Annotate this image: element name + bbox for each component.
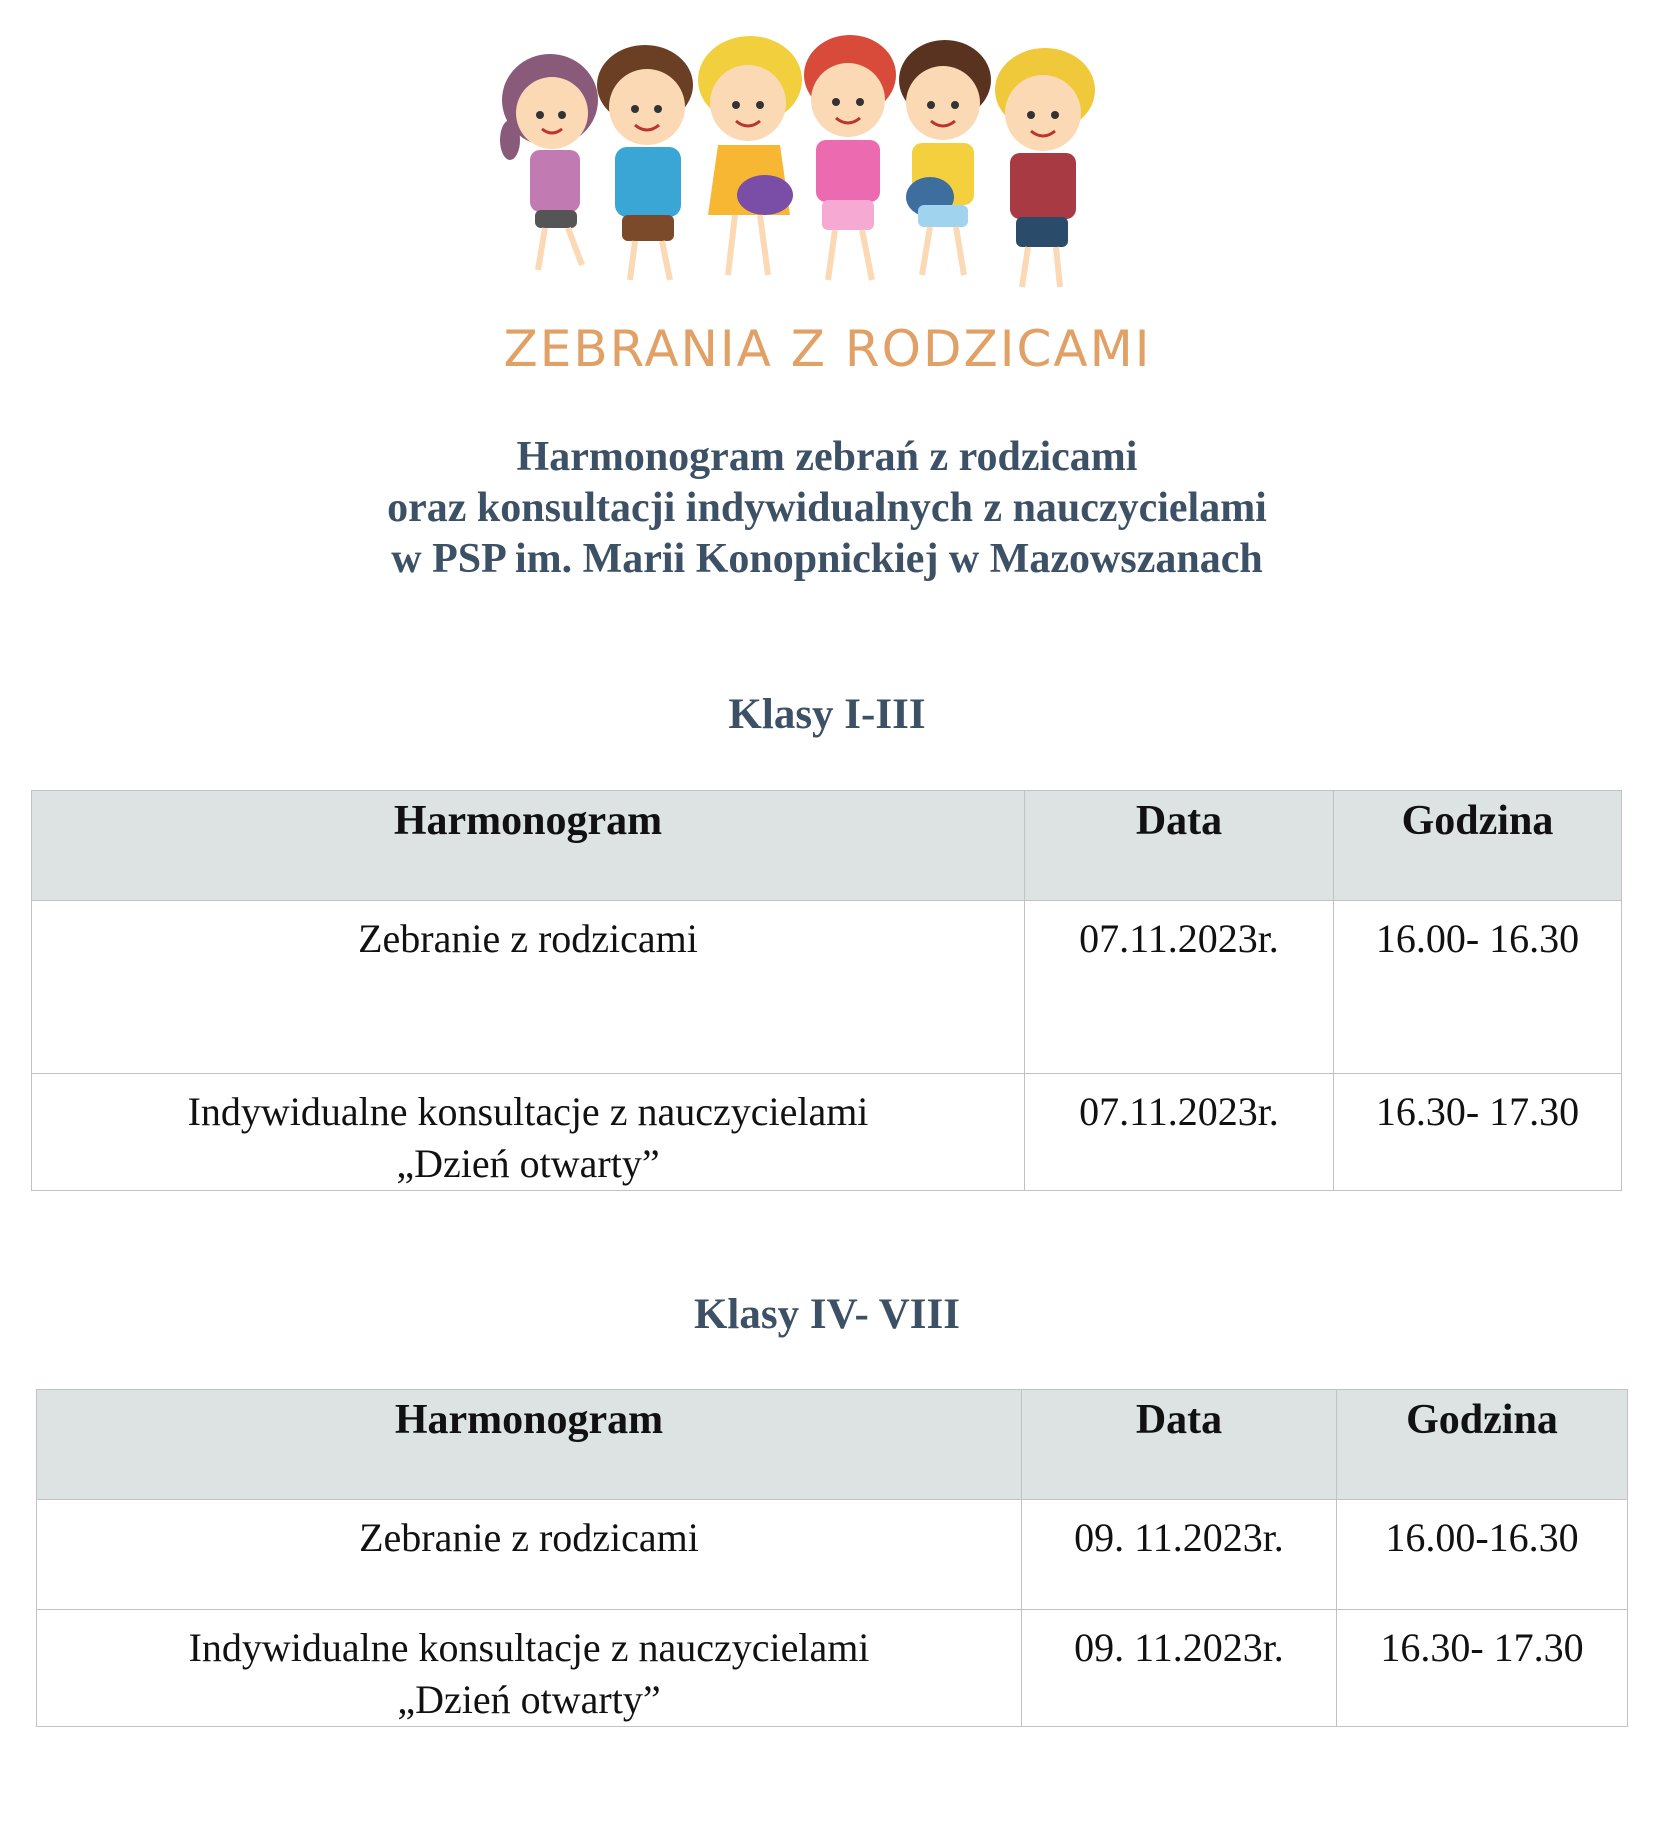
child-figure-2	[597, 45, 693, 280]
cell-harmonogram	[37, 1610, 1022, 1727]
cell-date: 09. 11.2023r.	[1022, 1500, 1337, 1610]
column-header-godzina: Godzina	[1337, 1390, 1628, 1500]
section-heading-klasy-4-8: Klasy IV- VIII	[693, 1291, 961, 1338]
row-name-line-1: Zebranie z rodzicami	[359, 1515, 699, 1560]
table-row	[37, 1500, 1628, 1610]
column-header-harmonogram: Harmonogram	[32, 791, 1025, 901]
cell-time: 16.30- 17.30	[1337, 1610, 1628, 1727]
cell-date: 07.11.2023r.	[1025, 901, 1334, 1074]
title-line-3: w PSP im. Marii Konopnickiej w Mazowszanach	[391, 536, 1263, 582]
child-figure-5	[899, 40, 991, 275]
column-header-data: Data	[1022, 1390, 1337, 1500]
cell-time: 16.00-16.30	[1337, 1500, 1628, 1610]
schedule-table-klasy-1-3	[31, 790, 1622, 1191]
cell-date: 07.11.2023r.	[1025, 1074, 1334, 1191]
child-figure-3	[698, 36, 802, 275]
table-header-row	[37, 1390, 1628, 1500]
cell-harmonogram	[32, 901, 1025, 1074]
cell-time: 16.30- 17.30	[1334, 1074, 1622, 1191]
child-figure-6	[995, 48, 1095, 287]
column-header-data: Data	[1025, 791, 1334, 901]
schedule-table-klasy-4-8	[36, 1389, 1628, 1727]
logo	[490, 25, 1165, 385]
title-line-2: oraz konsultacji indywidualnych z nauczycielami	[387, 485, 1267, 531]
row-name-line-2: „Dzień otwarty”	[397, 1677, 661, 1722]
title-line-1: Harmonogram zebrań z rodzicami	[516, 434, 1138, 480]
row-name-line-2: „Dzień otwarty”	[396, 1141, 660, 1186]
row-name-line-1: Indywidualne konsultacje z nauczycielami	[187, 1089, 869, 1134]
table-header-row	[32, 791, 1622, 901]
child-figure-1	[500, 54, 598, 270]
column-header-godzina: Godzina	[1334, 791, 1622, 901]
cell-harmonogram	[37, 1500, 1022, 1610]
row-name-line-1: Zebranie z rodzicami	[358, 916, 698, 961]
child-figure-4	[804, 35, 896, 280]
column-header-harmonogram: Harmonogram	[37, 1390, 1022, 1500]
cell-harmonogram	[32, 1074, 1025, 1191]
table-row	[32, 901, 1622, 1074]
section-heading-klasy-1-3: Klasy I-III	[728, 691, 926, 738]
children-illustration	[490, 25, 1165, 295]
cell-date: 09. 11.2023r.	[1022, 1610, 1337, 1727]
logo-text: ZEBRANIA Z RODZICAMI	[503, 320, 1152, 378]
page-title	[0, 432, 1654, 585]
table-row	[37, 1610, 1628, 1727]
table-row	[32, 1074, 1622, 1191]
row-name-line-1: Indywidualne konsultacje z nauczycielami	[188, 1625, 870, 1670]
cell-time: 16.00- 16.30	[1334, 901, 1622, 1074]
